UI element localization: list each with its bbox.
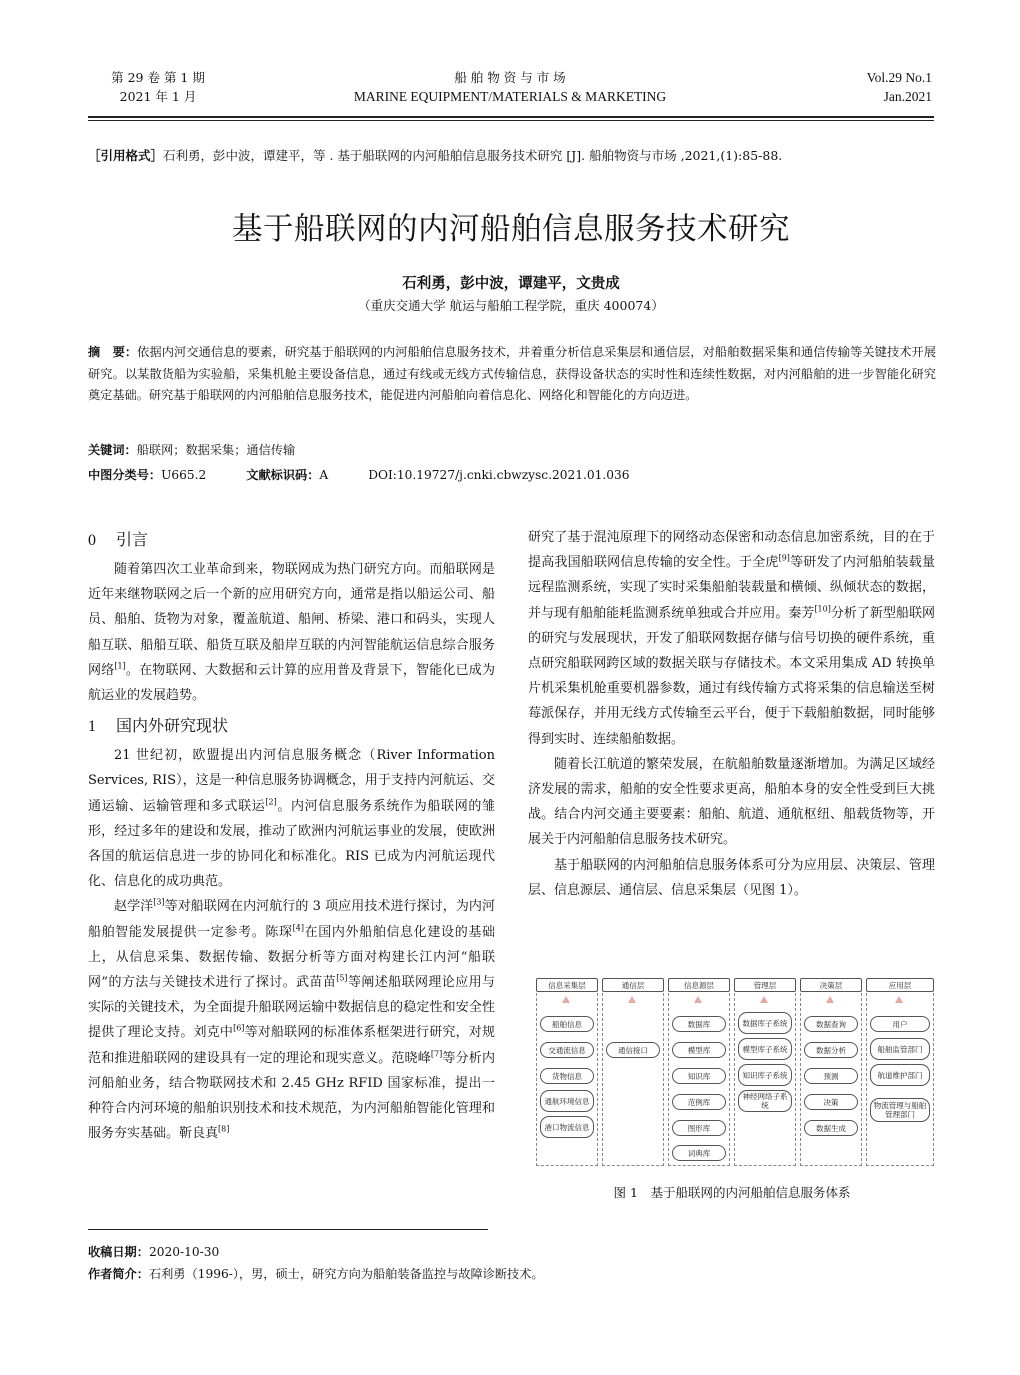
- reference-mark: [10]: [814, 604, 831, 614]
- node-apply: 航道维护部门: [870, 1064, 930, 1086]
- node-source: 知识库: [672, 1068, 726, 1084]
- citation-format: [88, 146, 934, 164]
- received-date: [88, 1243, 219, 1260]
- header-rule-thick: [88, 116, 934, 118]
- footnote-rule: [88, 1229, 488, 1230]
- node-source: 词典库: [672, 1145, 726, 1161]
- layer-header: 管理层: [734, 978, 796, 992]
- issue-date: 2021 年 1 月: [119, 89, 197, 104]
- node-manage: 知识库子系统: [738, 1064, 792, 1086]
- classification-line: [88, 466, 934, 483]
- journal-issue: [88, 68, 228, 106]
- reference-mark: [9]: [778, 553, 790, 563]
- received-value: 2020-10-30: [148, 1245, 220, 1259]
- issue-date-en: Jan.2021: [883, 89, 932, 104]
- reference-mark: [6]: [233, 1024, 245, 1034]
- layer-header: 信息采集层: [536, 978, 598, 992]
- layer-header: 应用层: [866, 978, 934, 992]
- paper-title: 基于船联网的内河船舶信息服务技术研究: [232, 212, 790, 247]
- up-arrow-icon: [895, 996, 903, 1003]
- figure-1-diagram: [532, 974, 936, 1164]
- right-column: [528, 525, 935, 903]
- paragraph: 随着长江航道的繁荣发展，在航船舶数量逐渐增加。为满足区域经济发展的需求，船舶的安全性要求更高，船舶本身的安全性受到巨大挑战。结合内河交通主要要素：船舶、航道、通航枢纽、船载货物等，开展关于内河船舶信息服务技术研究。: [528, 756, 935, 848]
- node-apply: 船舶监管部门: [870, 1038, 930, 1060]
- reference-mark: [4]: [292, 923, 304, 933]
- section-number: 0: [88, 532, 96, 549]
- keywords-text: 船联网；数据采集；通信传输: [136, 443, 296, 457]
- paragraph: 基于船联网的内河船舶信息服务体系可分为应用层、决策层、管理层、信息源层、通信层、信息采集层（见图 1）。: [528, 857, 935, 898]
- paper-authors: 石利勇，彭中波，谭建平，文贵成: [402, 276, 620, 292]
- citation-text: 石利勇，彭中波，谭建平，等 . 基于船联网的内河船舶信息服务技术研究 [J]. 船舶物资与市场 ,2021,(1):85-88.: [163, 148, 783, 163]
- node-comm: 通信接口: [606, 1042, 660, 1058]
- keywords-label: 关键词：: [88, 443, 137, 457]
- up-arrow-icon: [826, 996, 834, 1003]
- left-column: [88, 527, 495, 1146]
- section-number: 1: [88, 718, 96, 736]
- journal-name-en: MARINE EQUIPMENT/MATERIALS & MARKETING: [353, 89, 667, 104]
- citation-label: ［引用格式］: [88, 148, 164, 163]
- node-manage: 神经网络子系统: [738, 1090, 792, 1112]
- doc-code-value: A: [319, 468, 329, 482]
- reference-mark: [8]: [218, 1124, 230, 1134]
- node-decide: 预测: [804, 1068, 858, 1084]
- layer-header: 通信层: [602, 978, 664, 992]
- paragraph: 随着第四次工业革命到来，物联网成为热门研究方向。而船联网是近年来继物联网之后一个新的应用研究方向，通常是指以船运公司、船员、船舶、货物为对象，覆盖航道、船闸、桥梁、港口和码头，实现人船互联、船船互联、船货互联及船岸互联的内河智能航运信息综合服务网络[1]。在物联网、大数据和云计算的应用普及背景下，智能化已成为航运业的发展趋势。: [88, 562, 495, 704]
- journal-issue-en: [790, 68, 932, 106]
- node-source: 模型库: [672, 1042, 726, 1058]
- up-arrow-icon: [760, 996, 768, 1003]
- reference-mark: [1]: [114, 661, 126, 671]
- figure-caption: 图 1 基于船联网的内河船舶信息服务体系: [613, 1185, 851, 1200]
- volume-issue: 第 29 卷 第 1 期: [111, 70, 205, 85]
- section-0-heading: [88, 527, 495, 553]
- author-bio: [88, 1265, 544, 1282]
- section-title: 引言: [116, 530, 149, 549]
- clc-value: U665.2: [161, 468, 207, 482]
- abstract-label: 摘 要：: [88, 345, 138, 359]
- node-manage: 数据库子系统: [738, 1012, 792, 1034]
- journal-name-cn: 船 舶 物 资 与 市 场: [454, 70, 566, 85]
- doc-code-label: 文献标识码：: [246, 468, 320, 482]
- node-collect: 货物信息: [540, 1068, 594, 1084]
- up-arrow-icon: [694, 996, 702, 1003]
- node-decide: 数据查询: [804, 1016, 858, 1032]
- layer-header: 信息源层: [668, 978, 730, 992]
- paragraph: 21 世纪初，欧盟提出内河信息服务概念（River Information Services, RIS），这是一种信息服务协调概念，用于支持内河航运、交通运输、运输管理和多式联运[2]。内河信息服务系统作为船联网的雏形，经过多年的建设和发展，推动了欧洲内河航运事业的发展，使欧洲各国的航运信息进一步的协同化和标准化。RIS 已成为内河航运现代化、信息化的成功典范。: [88, 748, 495, 890]
- paragraph: 赵学洋[3]等对船联网在内河航行的 3 项应用技术进行探讨，为内河船舶智能发展提供一定参考。陈琛[4]在国内外船舶信息化建设的基础上，从信息采集、数据传输、数据分析等方面对构建长江内河“船联网”的方法与关键技术进行了探讨。武苗苗[5]等阐述船联网理论应用与实际的关键技术，为全面提升船联网运输中数据信息的稳定性和安全性提供了理论支持。刘克中[6]等对船联网的标准体系框架进行研究，对规范和推进船联网的建设具有一定的理论和现实意义。范晓峰[7]等分析内河船舶业务，结合物联网技术和 2.45 GHz RFID 国家标准，提出一种符合内河环境的船舶识别技术和技术规范，为内河船舶智能化管理和服务夯实基础。靳良真[8]: [88, 898, 495, 1142]
- node-manage: 模型库子系统: [738, 1038, 792, 1060]
- doi: DOI:10.19727/j.cnki.cbwzysc.2021.01.036: [368, 468, 630, 482]
- paragraph: 研究了基于混沌原理下的网络动态保密和动态信息加密系统，目的在于提高我国船联网信息传输的安全性。于全虎[9]等研发了内河船舶装载量远程监测系统，实现了实时采集船舶装载量和横倾、纵倾状态的数据，并与现有船舶能耗监测系统单独或合并应用。秦芳[10]分析了新型船联网的研究与发展现状，开发了船联网数据存储与信号切换的硬件系统，重点研究船联网跨区域的数据关联与存储技术。本文采用集成 AD 转换单片机采集机舱重要机器参数，通过有线传输方式将采集的信息输送至树莓派保存，并用无线方式传输至云平台，便于下载船舶数据，同时能够得到实时、连续船舶数据。: [528, 530, 935, 747]
- abstract-text: 依据内河交通信息的要素，研究基于船联网的内河船舶信息服务技术，并着重分析信息采集层和通信层，对船舶数据采集和通信传输等关键技术开展研究。以某散货船为实验船，采集机舱主要设备信息，通过有线或无线方式传输信息，获得设备状态的实时性和连续性数据，对内河船舶的进一步智能化研究奠定基础。研究基于船联网的内河船舶信息服务技术，能促进内河船舶向着信息化、网络化和智能化的方向迈进。: [88, 345, 937, 402]
- journal-name: [300, 68, 720, 106]
- section-1-heading: [88, 713, 495, 739]
- node-apply: 物流管理与船舶管理部门: [870, 1098, 930, 1122]
- abstract: [88, 342, 936, 407]
- node-decide: 数据分析: [804, 1042, 858, 1058]
- layer-header: 决策层: [800, 978, 862, 992]
- up-arrow-icon: [562, 996, 570, 1003]
- node-collect: 港口物流信息: [540, 1116, 594, 1138]
- received-label: 收稿日期：: [88, 1245, 149, 1259]
- node-decide: 决策: [804, 1094, 858, 1110]
- node-source: 图形库: [672, 1120, 726, 1136]
- author-affiliation: （重庆交通大学 航运与船舶工程学院，重庆 400074）: [358, 298, 664, 313]
- node-collect: 通航环境信息: [540, 1090, 594, 1112]
- keywords: [88, 441, 934, 458]
- reference-mark: [5]: [336, 973, 348, 983]
- node-source: 范例库: [672, 1094, 726, 1110]
- volume-issue-en: Vol.29 No.1: [866, 70, 932, 85]
- reference-mark: [2]: [265, 797, 277, 807]
- node-collect: 交通流信息: [540, 1042, 594, 1058]
- author-bio-text: 石利勇（1996-），男，硕士，研究方向为船舶装备监控与故障诊断技术。: [148, 1267, 544, 1281]
- clc-label: 中图分类号：: [88, 468, 162, 482]
- header-rule-thin: [88, 120, 934, 121]
- reference-mark: [3]: [153, 898, 165, 908]
- layer-column-comm: [602, 988, 664, 1166]
- section-title: 国内外研究现状: [116, 716, 229, 736]
- reference-mark: [7]: [430, 1049, 443, 1059]
- node-apply: 用户: [870, 1016, 930, 1032]
- node-source: 数据库: [672, 1016, 726, 1032]
- node-collect: 船舶信息: [540, 1016, 594, 1032]
- up-arrow-icon: [628, 996, 636, 1003]
- node-decide: 数据生成: [804, 1120, 858, 1136]
- author-bio-label: 作者简介：: [88, 1267, 149, 1281]
